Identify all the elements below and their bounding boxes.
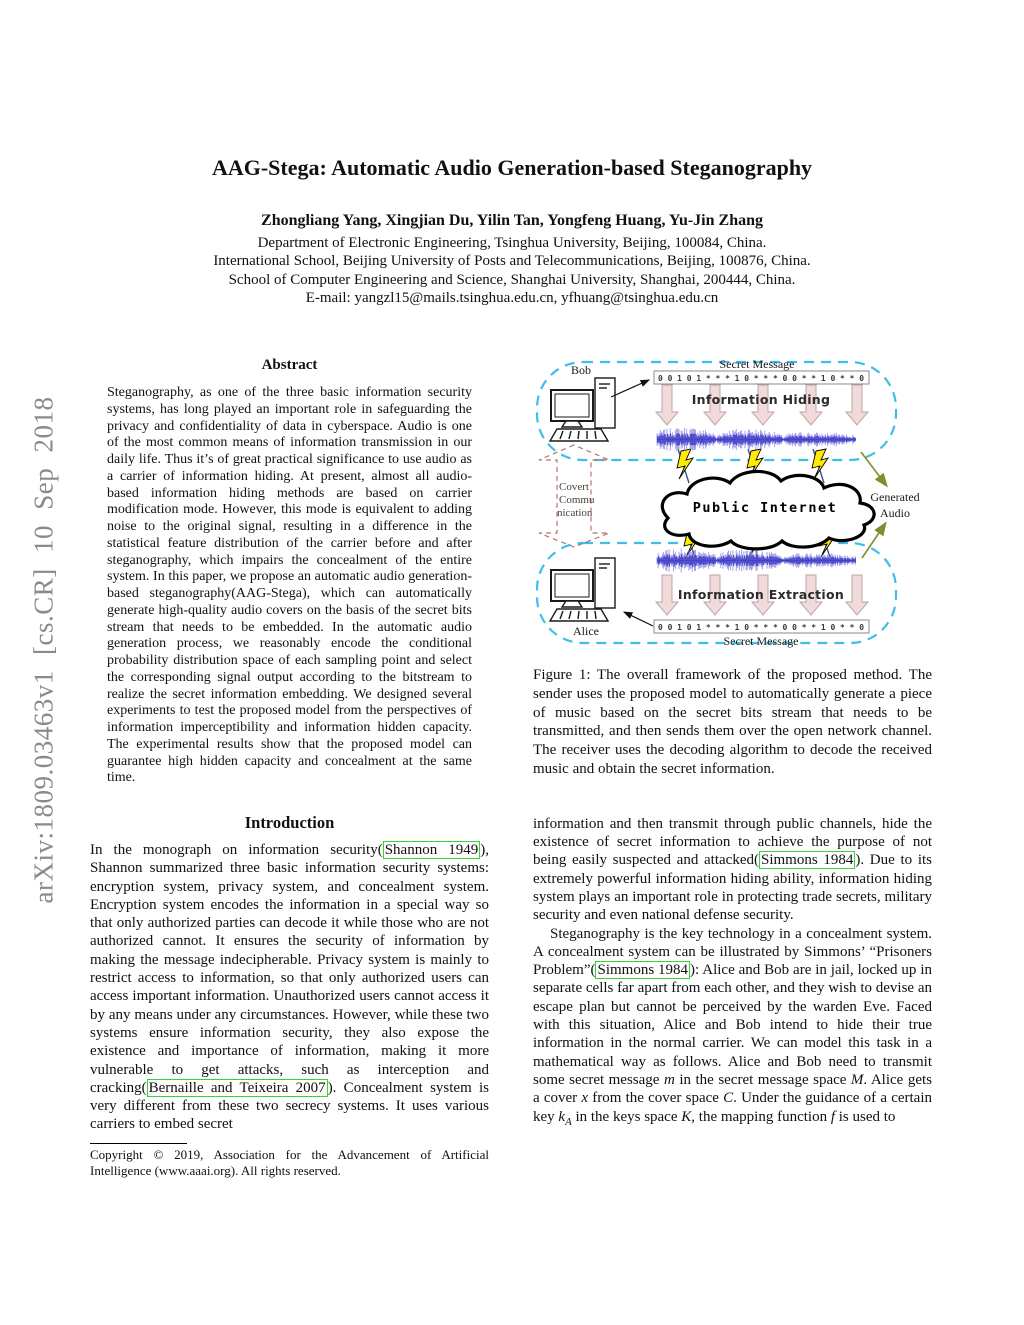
citation-link[interactable]: Shannon 1949 — [384, 842, 479, 858]
abstract-text: Steganography, as one of the three basic information security systems, has long played an important role in safeguarding the privacy and confidentiality of data in cyberspace. Audio is one of the most common means of information transmission in our daily life. Thus it’s of great practical significance to use audio as a carrier of information hiding. At present, almost all audio-based information hiding methods are based on carrier modification mode. However, this mode is equivalent to adding noise to the original signal, resulting in a difference in the statistical feature distribution of the carrier before and after steganography, which impairs the concealment of the entire system. In this paper, we propose an automatic audio generation-based steganography(AAG-Stega), which can automatically generate high-quality audio covers on the basis of the secret bits stream that needs to be embedded. In the automatic audio generation process, we reasonably encode the conditional probability distribution space of each sampling point and select the corresponding signal output according to the bitstream to realize the secret information embedding. We designed several experiments to test the proposed model from the perspectives of information imperceptibility and information hidden capacity. The experimental results show that the proposed model can guarantee high hidden capacity and concealment at the same time. — [107, 385, 472, 786]
body-paragraph-2: Steganography is the key technology in a concealment system. A concealment system can be illustrated by Simmons’ “Prisoners Problem”( Simmons 1984 ): Alice and Bob are in jail, locked up in separate cells far apart from each other, and they wish to devise an escape plan but cannot be perceived by the warden Eve. Faced with this situation, Alice and Bob intend to hide their true information in the normal carrier. We can model this task in a mathematical way as follows. Alice and Bob need to transmit some secret message m in the secret message space M. Alice gets a cover x from the cover space C. Under the guidance of a certain key $k_A$ in the keys space K, the mapping function f is used to — [533, 925, 932, 1128]
abstract-heading: Abstract — [261, 357, 318, 373]
message-to-alice-arrow — [624, 612, 653, 626]
generated-audio-arrow-top — [861, 452, 886, 485]
covert-label-line2: Commu — [559, 494, 595, 506]
information-extraction-label: Information Extraction — [677, 587, 845, 602]
bob-to-message-arrow — [611, 380, 649, 397]
introduction-heading: Introduction — [244, 813, 335, 832]
right-column — [533, 352, 932, 1131]
alice-label: Alice — [573, 624, 599, 638]
arxiv-banner: arXiv:1809.03463v1 [cs.CR] 10 Sep 2018 — [28, 396, 59, 904]
secret-message-label-bottom: Secret Message — [723, 634, 799, 648]
secret-bits-top: 0 0 1 0 1 * * * 1 0 * * * 0 0 * * 1 0 * * 0 — [658, 373, 864, 383]
bob-computer-icon — [550, 378, 615, 441]
figure-1-diagram — [529, 352, 935, 652]
body-paragraph-1: information and then transmit through public channels, hide the existence of secret information to achieve the purpose of not being easily suspected and attacked( Simmons 1984 ). Due to its extremely powerful information hiding ability, information hiding system plays an important role in protecting trade secrets, military security and even national defense security. — [533, 815, 933, 924]
affiliation-line: E-mail: yangzl15@mails.tsinghua.edu.cn, yfhuang@tsinghua.edu.cn — [305, 289, 719, 306]
citation-link[interactable]: Bernaille and Teixeira 2007 — [148, 1079, 326, 1096]
affiliation-line: International School, Beijing University of Posts and Telecommunications, Beijing, 100876, China. — [213, 253, 811, 270]
waveform-top — [657, 428, 856, 451]
covert-label-line1: Covert — [559, 481, 589, 493]
introduction-paragraph: In the monograph on information security( Shannon 1949 ), Shannon summarized three basic information security systems: encryption system, privacy system, and concealment system. Encryption system encodes the information in a special way so that only authorized parties can decode it while those who are not authorized cannot. It ensures the security of information by making the message indecipherable. Privacy system is mainly to restrict access to information, so that only authorized users can access important information. Unauthorized users cannot access it by any means under any circumstances. However, while these two systems ensure information security, they also expose the existence and importance of information, making it more vulnerable to get attacks, such as interception and cracking( Bernaille and Teixeira 2007 ). Concealment system is very different from these two secrecy systems. It uses various carriers to embed secret — [90, 842, 490, 1133]
left-column — [90, 356, 489, 1179]
footnote-rule — [90, 1143, 187, 1144]
citation-link[interactable]: Simmons 1984 — [597, 962, 689, 979]
covert-label-line3: nication — [557, 507, 593, 519]
secret-bits-bottom: 0 0 1 0 1 * * * 1 0 * * * 0 0 * * 1 0 * * 0 — [658, 622, 864, 632]
secret-message-label-top: Secret Message — [719, 357, 795, 371]
public-internet-label: Public Internet — [692, 500, 838, 516]
paper-header — [0, 155, 1024, 307]
generated-audio-label-line2: Audio — [880, 506, 910, 520]
alice-computer-icon — [550, 558, 615, 621]
affiliation-line: School of Computer Engineering and Science, Shanghai University, Shanghai, 200444, China. — [228, 271, 796, 288]
copyright-footnote: Copyright © 2019, Association for the Advancement of Artificial Intelligence (www.aaai.org). All rights reserved. — [90, 1146, 489, 1178]
figure-1-caption: Figure 1: The overall framework of the proposed method. The sender uses the proposed model to automatically generate a piece of music based on the secret bits stream that needs to be transmitted, and then sends them over the open network channel. The receiver uses the decoding algorithm to decode the received music and obtain the secret information. — [533, 667, 932, 777]
author-line: Zhongliang Yang, Xingjian Du, Yilin Tan, Yongfeng Huang, Yu-Jin Zhang — [261, 212, 763, 229]
affiliation-list — [0, 234, 1024, 307]
information-hiding-label: Information Hiding — [691, 392, 831, 407]
paper-title: AAG-Stega: Automatic Audio Generation-based Steganography — [211, 155, 813, 180]
affiliation-line: Department of Electronic Engineering, Tsinghua University, Beijing, 100084, China. — [257, 235, 767, 251]
bob-label: Bob — [570, 363, 592, 377]
citation-link[interactable]: Simmons 1984 — [761, 852, 854, 869]
generated-audio-label-line1: Generated — [870, 490, 920, 504]
